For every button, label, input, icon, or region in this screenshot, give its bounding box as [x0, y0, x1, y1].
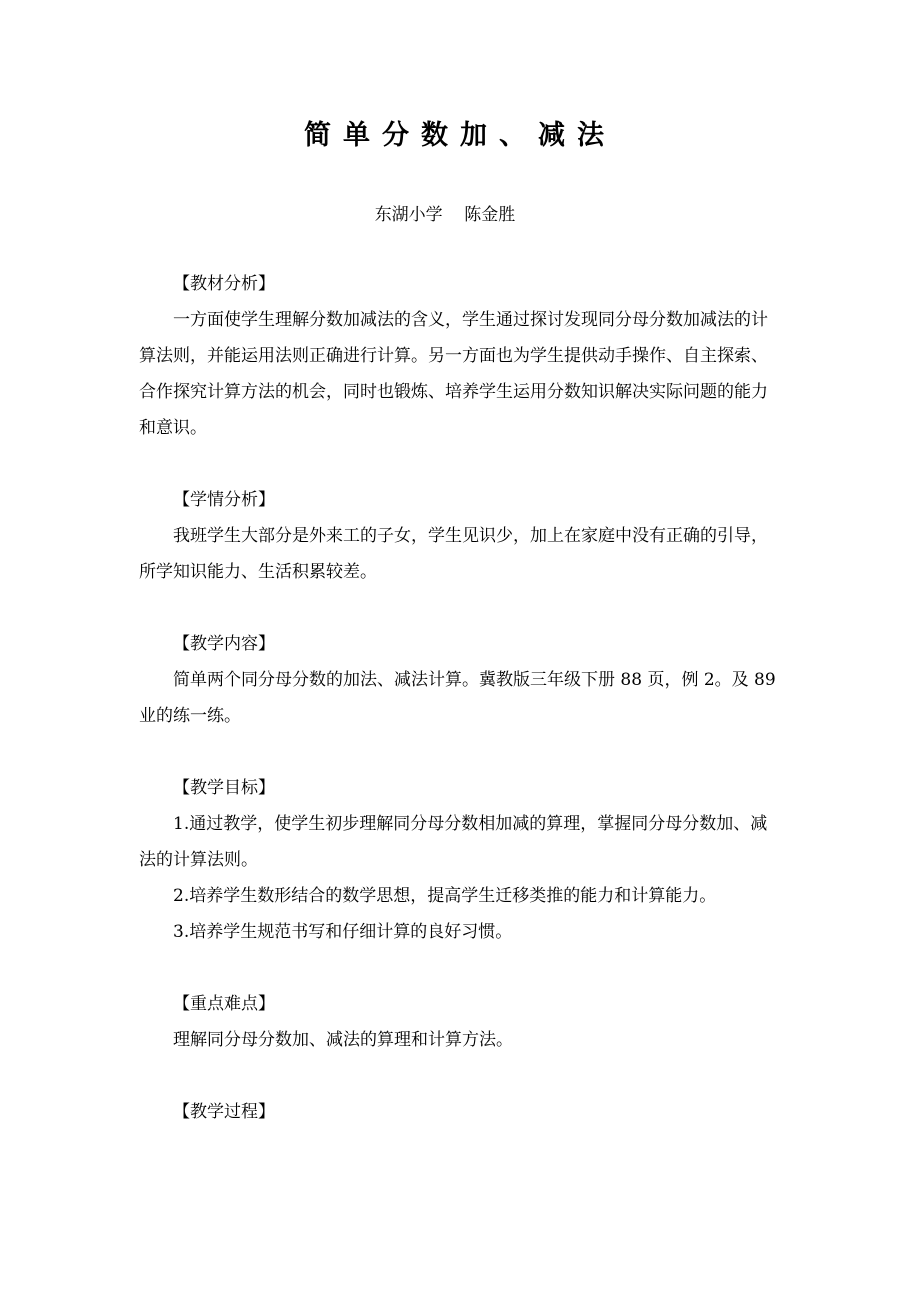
section-paragraph-students: 我班学生大部分是外来工的子女，学生见识少，加上在家庭中没有正确的引导，所学知识能力、生活积累较差。: [139, 526, 768, 582]
section-heading-goals: 【教学目标】: [173, 778, 275, 798]
section-process: [139, 1094, 783, 1130]
section-heading-process: 【教学过程】: [173, 1102, 275, 1122]
section-goals: [139, 770, 783, 950]
section-paragraph-content: 简单两个同分母分数的加法、减法计算。冀教版三年级下册 88 页，例 2。及 89 业的练一练。: [139, 670, 776, 726]
section-content: [139, 626, 783, 734]
section-paragraph-keypoints: 理解同分母分数加、减法的算理和计算方法。: [173, 1030, 513, 1050]
section-materials: [139, 266, 783, 446]
goal-item-1: 1.通过教学，使学生初步理解同分母分数相加减的算理，掌握同分母分数加、减法的计算法则。: [139, 814, 768, 870]
section-keypoints: [139, 986, 783, 1058]
section-students: [139, 482, 783, 590]
goal-item-3: 3.培养学生规范书写和仔细计算的良好习惯。: [173, 922, 513, 942]
section-heading-materials: 【教材分析】: [173, 274, 275, 294]
document-title: 简单分数加、减法: [304, 120, 616, 151]
section-heading-content: 【教学内容】: [173, 634, 275, 654]
section-heading-keypoints: 【重点难点】: [173, 994, 275, 1014]
goal-item-2: 2.培养学生数形结合的数学思想，提高学生迁移类推的能力和计算能力。: [173, 886, 717, 906]
section-heading-students: 【学情分析】: [173, 490, 275, 510]
section-paragraph-materials: 一方面使学生理解分数加减法的含义，学生通过探讨发现同分母分数加减法的计算法则，并能运用法则正确进行计算。另一方面也为学生提供动手操作、自主探索、合作探究计算方法的机会，同时也锻炼、培养学生运用分数知识解决实际问题的能力和意识。: [139, 310, 768, 438]
author-line: 东湖小学 陈金胜: [374, 205, 516, 225]
